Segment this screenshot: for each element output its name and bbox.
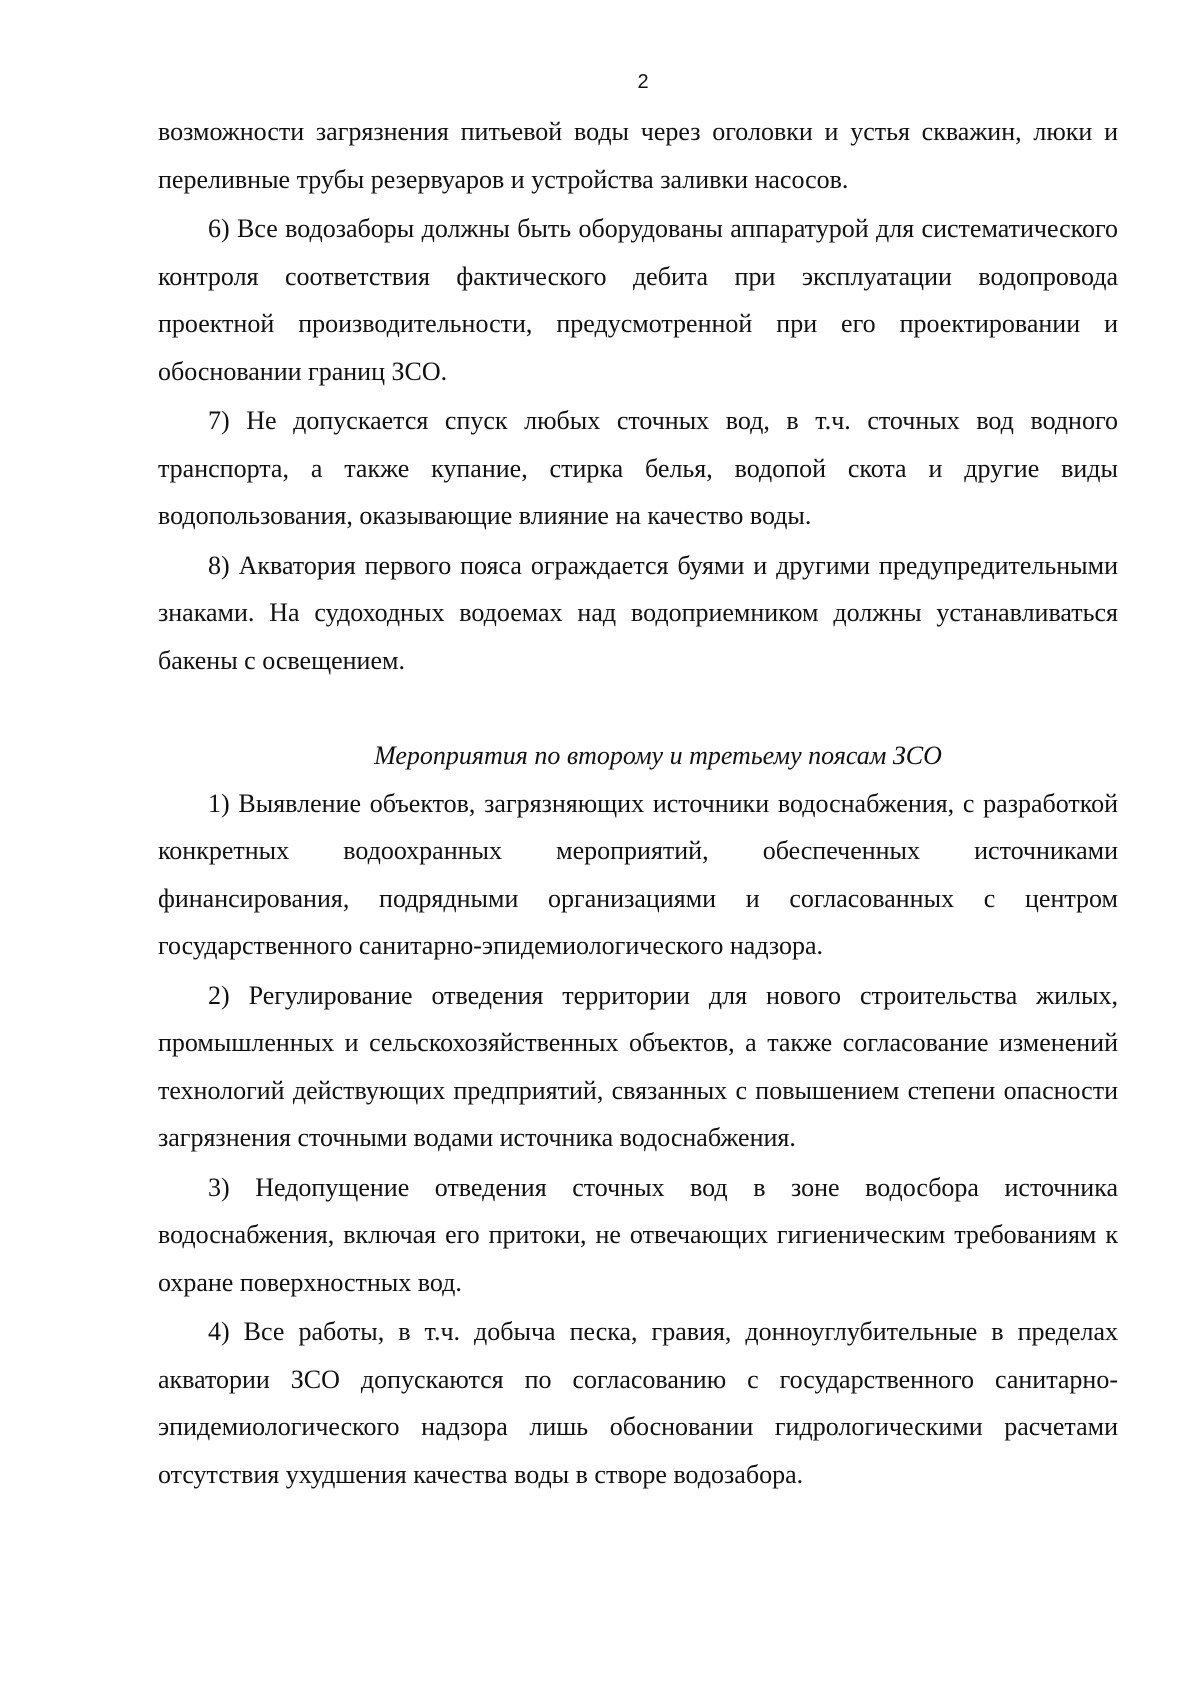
paragraph-measure-3: 3) Недопущение отведения сточных вод в зоне водосбора источника водоснабжения, включая его притоки, не отвечающих гигиеническим требованиям к охране поверхностных вод. [158,1172,1118,1297]
paragraph-item-6: 6) Все водозаборы должны быть оборудованы аппаратурой для систематического контроля соответствия фактического дебита при эксплуатации водопровода проектной производительности, предусмотренной при его проектировании и обосновании границ ЗСО. [158,214,1118,386]
paragraph-item-8: 8) Акватория первого пояса ограждается буями и другими предупредительными знаками. На судоходных водоемах над водоприемником должны устанавливаться бакены с освещением. [158,550,1118,675]
paragraph-item-7: 7) Не допускается спуск любых сточных вод, в т.ч. сточных вод водного транспорта, а также купание, стирка белья, водопой скота и другие виды водопользования, оказывающие влияние на качество воды. [158,406,1118,530]
page-number: 2 [637,71,649,93]
paragraph-measure-1: 1) Выявление объектов, загрязняющих источники водоснабжения, с разработкой конкретных водоохранных мероприятий, обеспеченных источниками финансирования, подрядными организациями и согласованных с центром государственного санитарно-эпидемиологического надзора. [158,788,1118,960]
section-heading: Мероприятия по второму и третьему поясам ЗСО [374,741,942,770]
paragraph-continuation: возможности загрязнения питьевой воды через оголовки и устья скважин, люки и переливные трубы резервуаров и устройства заливки насосов. [158,117,1118,194]
document-body [158,108,1118,1500]
paragraph-measure-4: 4) Все работы, в т.ч. добыча песка, гравия, донноуглубительные в пределах акватории ЗСО допускаются по согласованию с государственного санитарно-эпидемиологического надзора лишь обосновании гидрологическими расчетами отсутствия ухудшения качества воды в створе водозабора. [158,1317,1118,1489]
paragraph-measure-2: 2) Регулирование отведения территории для нового строительства жилых, промышленных и сельскохозяйственных объектов, а также согласование изменений технологий действующих предприятий, связанных с повышением степени опасности загрязнения сточными водами источника водоснабжения. [158,980,1118,1152]
